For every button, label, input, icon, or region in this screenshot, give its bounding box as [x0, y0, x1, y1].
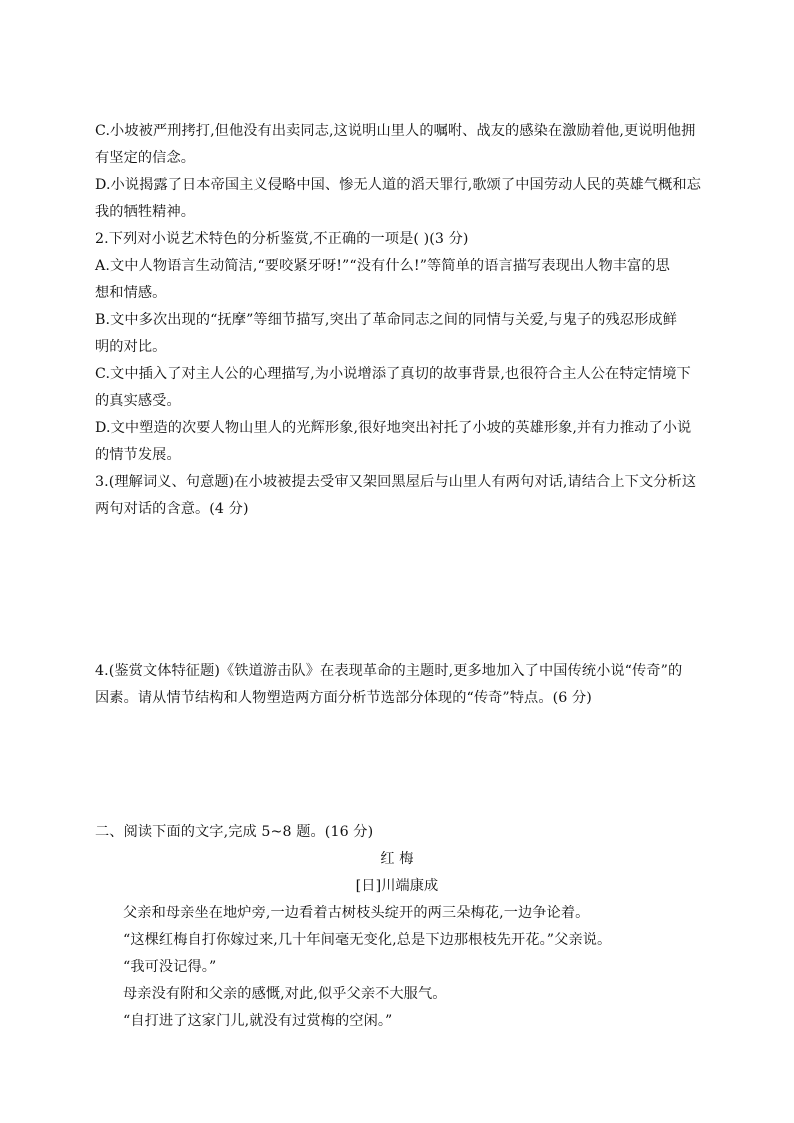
option-d-line-1: D.小说揭露了日本帝国主义侵略中国、惨无人道的滔天罪行,歌颂了中国劳动人民的英雄气概和忘	[95, 177, 701, 193]
paragraph-5: “自打进了这家门儿,就没有过赏梅的空闲。”	[123, 1013, 393, 1029]
option-b-line-2: 明的对比。	[95, 339, 167, 355]
question-4-line-1: 4.(鉴赏文体特征题)《铁道游击队》在表现革命的主题时,更多地加入了中国传统小说“传奇”的	[95, 663, 683, 679]
story-author: [日]川端康成	[355, 878, 439, 894]
question-4-line-2: 因素。请从情节结构和人物塑造两方面分析节选部分体现的“传奇”特点。(6 分)	[95, 690, 592, 706]
option-c-line-2: 有坚定的信念。	[95, 150, 196, 166]
option-d2-line-2: 的情节发展。	[95, 447, 181, 463]
option-b-line-1: B.文中多次出现的“抚摩”等细节描写,突出了革命同志之间的同情与关爱,与鬼子的残忍形成鲜	[95, 312, 677, 328]
paragraph-4: 母亲没有附和父亲的感慨,对此,似乎父亲不大服气。	[123, 986, 447, 1002]
question-2: 2.下列对小说艺术特色的分析鉴赏,不正确的一项是( )(3 分)	[95, 231, 469, 247]
question-3-line-2: 两句对话的含意。(4 分)	[95, 501, 249, 517]
question-3-line-1: 3.(理解词义、句意题)在小坡被提去受审又架回黑屋后与山里人有两句对话,请结合上下文分析这	[95, 474, 697, 490]
option-a-line-2: 想和情感。	[95, 285, 167, 301]
story-title: 红 梅	[380, 851, 414, 867]
option-d-line-2: 我的牺牲精神。	[95, 204, 196, 220]
paragraph-3: “我可没记得。”	[123, 959, 217, 975]
option-c2-line-1: C.文中插入了对主人公的心理描写,为小说增添了真切的故事背景,也很符合主人公在特定情境下	[95, 366, 691, 382]
paragraph-1: 父亲和母亲坐在地炉旁,一边看着古树枝头绽开的两三朵梅花,一边争论着。	[123, 905, 590, 921]
paragraph-2: “这棵红梅自打你嫁过来,几十年间毫无变化,总是下边那根枝先开花。”父亲说。	[123, 932, 612, 948]
option-c-line-1: C.小坡被严刑拷打,但他没有出卖同志,这说明山里人的嘱咐、战友的感染在激励着他,更说明他拥	[95, 123, 696, 139]
option-c2-line-2: 的真实感受。	[95, 393, 181, 409]
section-2-heading: 二、阅读下面的文字,完成 5~8 题。(16 分)	[95, 824, 374, 840]
option-a-line-1: A.文中人物语言生动简洁,“要咬紧牙呀!”“没有什么!”等简单的语言描写表现出人物丰富的思	[95, 258, 670, 274]
option-d2-line-1: D.文中塑造的次要人物山里人的光辉形象,很好地突出衬托了小坡的英雄形象,并有力推动了小说	[95, 420, 692, 436]
